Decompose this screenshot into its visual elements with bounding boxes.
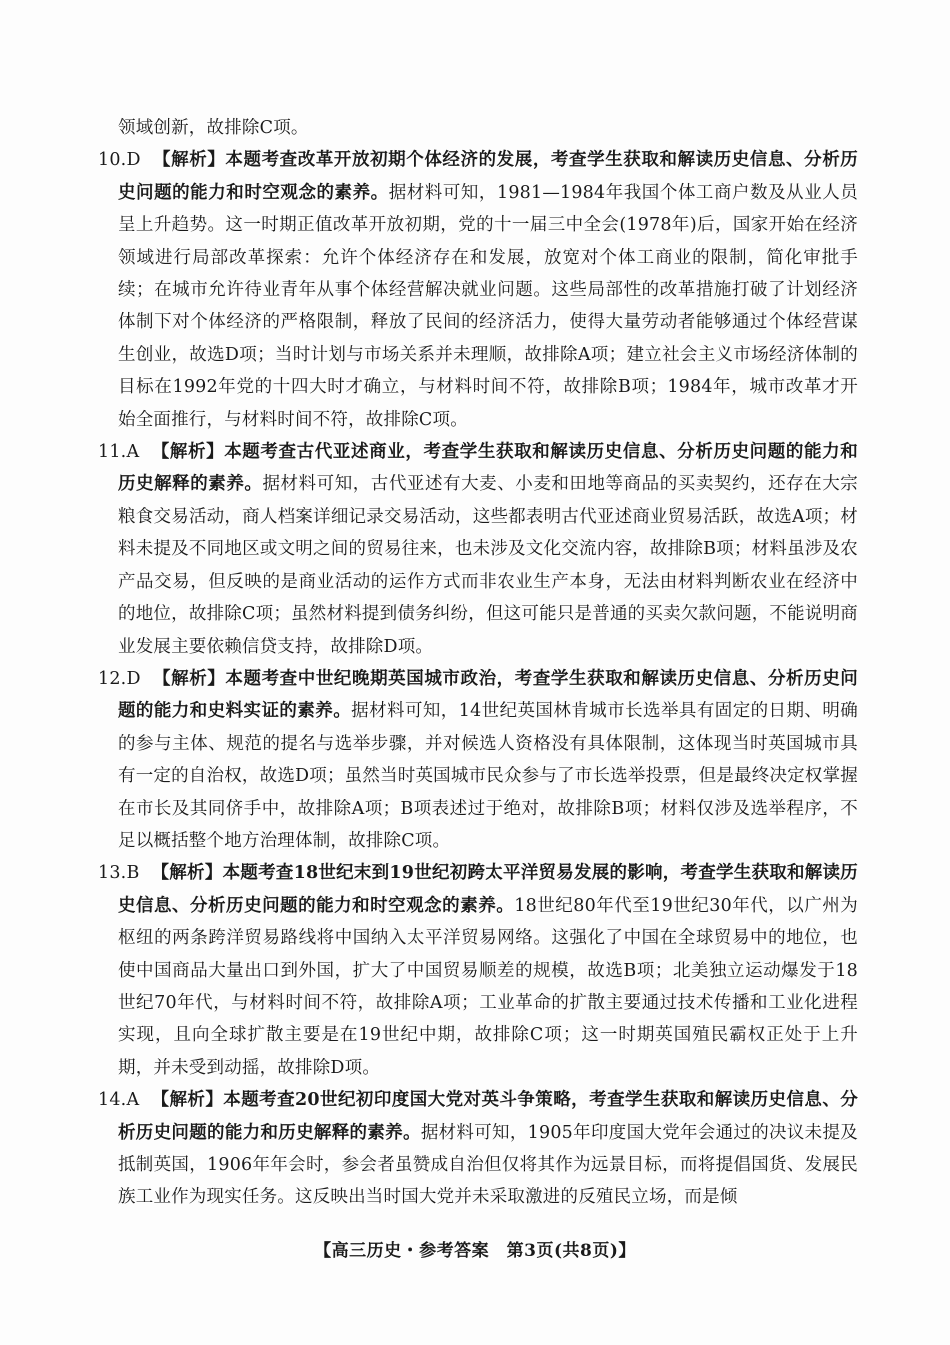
question-item-13 [98, 857, 858, 1084]
question-item-14 [98, 1084, 858, 1214]
question-item-12 [98, 663, 858, 857]
question-body: 据材料可知，14世纪英国林肯城市长选举具有固定的日期、明确的参与主体、规范的提名与选举步骤，并对候选人资格没有具体限制，这体现当时英国城市具有一定的自治权，故选D项；虽然当时英国城市民众参与了市长选举投票，但是最终决定权掌握在市长及其同侪手中，故排除A项；B项表述过于绝对，故排除B项；材料仅涉及选举程序，不足以概括整个地方治理体制，故排除C项。 [118, 701, 858, 851]
analysis-tag: 【解析】 [151, 442, 225, 463]
question-lead: 本题考查18世纪末到19世纪初跨太平洋贸易发展的影响，考查学生获取和解读历史信息、分析历史问题的能力和时空观念的素养。 [118, 863, 858, 916]
question-body: 据材料可知，古代亚述有大麦、小麦和田地等商品的买卖契约，还存在大宗粮食交易活动，商人档案详细记录交易活动，这些都表明古代亚述商业贸易活跃，故选A项；材料未提及不同地区或文明之间的贸易往来，也未涉及文化交流内容，故排除B项；材料虽涉及农产品交易，但反映的是商业活动的运作方式而非农业生产本身，无法由材料判断农业在经济中的地位，故排除C项；虽然材料提到债务纠纷，但这可能只是普通的买卖欠款问题，不能说明商业发展主要依赖信贷支持，故排除D项。 [118, 474, 858, 657]
question-lead: 本题考查20世纪初印度国大党对英斗争策略，考查学生获取和解读历史信息、分析历史问题的能力和历史解释的素养。 [118, 1090, 858, 1143]
question-number: 14. [98, 1090, 127, 1111]
question-body: 据材料可知，1905年印度国大党年会通过的决议未提及抵制英国，1906年年会时，参会者虽赞成自治但仅将其作为远景目标，而将提倡国货、发展民族工业作为现实任务。这反映出当时国大党并未采取激进的反殖民立场，而是倾 [118, 1122, 859, 1208]
intro-fragment: 领域创新，故排除C项。 [118, 118, 309, 138]
answer-letter: B [126, 863, 140, 884]
question-lead: 本题考查改革开放初期个体经济的发展，考查学生获取和解读历史信息、分析历史问题的能力和时空观念的素养。 [118, 150, 858, 203]
page-footer: 【高三历史・参考答案 第3页(共8页)】 [314, 1241, 636, 1261]
question-item-10 [98, 144, 858, 436]
question-body: 据材料可知，1981—1984年我国个体工商户数及从业人员呈上升趋势。这一时期正值改革开放初期，党的十一届三中全会(1978年)后，国家开始在经济领域进行局部改革探索：允许个体经济存在和发展，放宽对个体工商业的限制，简化审批手续；在城市允许待业青年从事个体经营解决就业问题。这些局部性的改革措施打破了计划经济体制下对个体经济的严格限制，释放了民间的经济活力，使得大量劳动者能够通过个体经营谋生创业，故选D项；当时计划与市场关系并未理顺，故排除A项；建立社会主义市场经济体制的目标在1992年党的十四大时才确立，与材料时间不符，故排除B项；1984年，城市改革才开始全面推行，与材料时间不符，故排除C项。 [118, 182, 859, 430]
answer-letter: D [126, 150, 141, 171]
answer-letter: D [126, 668, 141, 689]
question-number: 12. [98, 668, 127, 689]
question-body: 18世纪80年代至19世纪30年代，以广州为枢纽的两条跨洋贸易路线将中国纳入太平洋贸易网络。这强化了中国在全球贸易中的地位，也使中国商品大量出口到外国，扩大了中国贸易顺差的规模，故选B项；北美独立运动爆发于18世纪70年代，与材料时间不符，故排除A项；工业革命的扩散主要通过技术传播和工业化进程实现，且向全球扩散主要是在19世纪中期，故排除C项；这一时期英国殖民霸权正处于上升期，并未受到动摇，故排除D项。 [118, 895, 858, 1078]
answer-letter: A [126, 1090, 140, 1111]
answer-letter: A [126, 442, 140, 463]
analysis-tag: 【解析】 [152, 668, 226, 689]
question-number: 13. [98, 863, 127, 884]
question-item-11 [98, 436, 858, 663]
question-lead: 本题考查中世纪晚期英国城市政治，考查学生获取和解读历史信息、分析历史问题的能力和史料实证的素养。 [118, 668, 858, 722]
question-lead: 本题考查古代亚述商业，考查学生获取和解读历史信息、分析历史问题的能力和历史解释的素养。 [118, 442, 858, 495]
answer-content [98, 112, 858, 1214]
analysis-tag: 【解析】 [151, 863, 223, 884]
analysis-tag: 【解析】 [151, 1090, 224, 1111]
analysis-tag: 【解析】 [152, 150, 226, 171]
question-number: 10. [98, 150, 127, 171]
question-number: 11. [98, 442, 127, 463]
